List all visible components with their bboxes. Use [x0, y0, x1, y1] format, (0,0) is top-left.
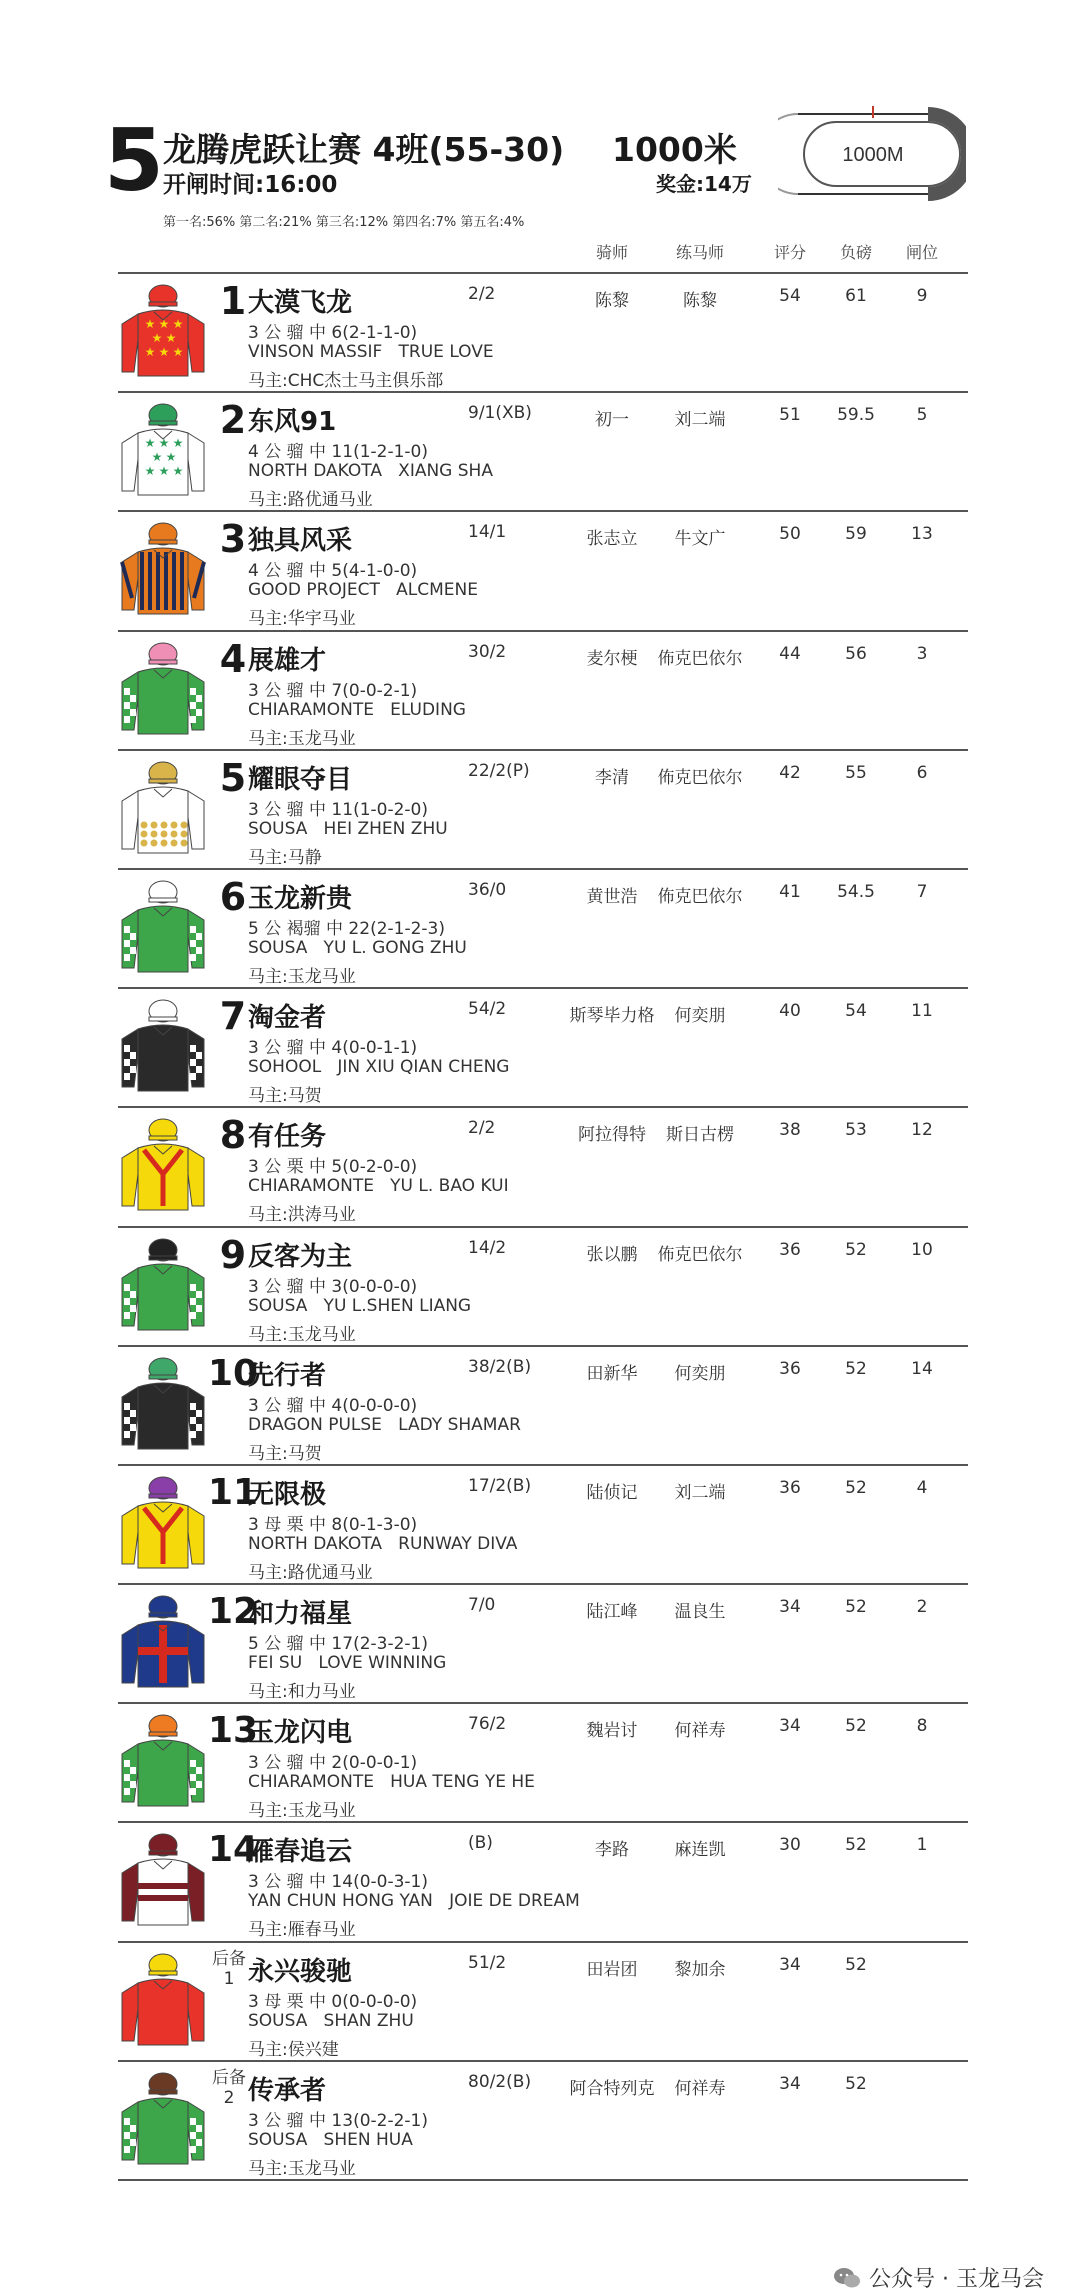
trainer: 佈克巴依尔 — [657, 886, 743, 907]
jockey-silks-icon — [118, 1949, 208, 2057]
jockey-silks-icon — [118, 1114, 208, 1222]
weight: 59.5 — [837, 405, 875, 426]
odds: 2/2 — [468, 1118, 496, 1139]
owner: 马主:玉龙马业 — [248, 1324, 356, 1345]
owner: 马主:路优通马业 — [248, 490, 373, 511]
jockey-silks-icon — [118, 876, 208, 984]
svg-text:★: ★ — [144, 436, 156, 451]
odds: 9/1(XB) — [468, 403, 532, 424]
jockey-silks-icon — [118, 757, 208, 865]
trainer: 何奕朋 — [674, 1363, 726, 1384]
rating: 34 — [779, 1597, 801, 1618]
owner: 马主:玉龙马业 — [248, 966, 356, 987]
svg-text:★: ★ — [165, 450, 177, 465]
rating: 30 — [779, 1835, 801, 1856]
weight: 54.5 — [837, 881, 875, 902]
pedigree: SOHOOL JIN XIU QIAN CHENG — [248, 1057, 510, 1078]
col-draw: 闸位 — [905, 243, 939, 262]
pedigree: VINSON MASSIF TRUE LOVE — [248, 342, 494, 362]
footer-text: 公众号 · 玉龙马会 — [869, 2267, 1044, 2289]
race-name: 龙腾虎跃让赛 4班(55-30) — [163, 130, 565, 169]
weight: 54 — [845, 1001, 867, 1022]
odds: 2/2 — [468, 284, 496, 304]
jockey: 阿拉得特 — [578, 1125, 646, 1146]
horse-details: 5 公 骝 中 17(2-3-2-1) — [248, 1634, 428, 1655]
svg-text:★: ★ — [158, 436, 170, 451]
trainer: 佈克巴依尔 — [657, 648, 743, 669]
weight: 52 — [845, 1835, 867, 1856]
draw: 9 — [916, 286, 928, 306]
saddle-number: 4 — [219, 636, 247, 681]
svg-text:★: ★ — [144, 345, 156, 359]
horse-details: 3 公 骝 中 6(2-1-1-0) — [248, 323, 418, 343]
track-label: 1000M — [842, 144, 904, 166]
jockey: 斯琴毕力格 — [569, 1006, 655, 1027]
owner: 马主:玉龙马业 — [248, 1801, 356, 1822]
horse-details: 3 公 骝 中 2(0-0-0-1) — [248, 1753, 418, 1774]
saddle-number: 5 — [219, 755, 247, 800]
svg-text:★: ★ — [172, 464, 184, 479]
draw: 11 — [911, 1001, 933, 1022]
owner: 马主:玉龙马业 — [248, 2158, 356, 2179]
rating: 50 — [779, 524, 801, 545]
saddle-number: 11 — [207, 1471, 259, 1513]
trainer: 黎加余 — [674, 1959, 726, 1980]
saddle-number: 12 — [207, 1591, 259, 1633]
jockey: 阿合特列克 — [569, 2078, 655, 2099]
runner-row — [118, 512, 968, 631]
horse-name: 耀眼夺目 — [248, 764, 353, 795]
horse-name: 永兴骏驰 — [248, 1956, 353, 1987]
rating: 34 — [779, 2073, 801, 2094]
trainer: 刘二端 — [674, 410, 726, 431]
owner: 马主:雁春马业 — [248, 1920, 356, 1941]
svg-text:★: ★ — [151, 331, 163, 345]
odds: 76/2 — [468, 1714, 507, 1735]
horse-name: 和力福星 — [248, 1599, 353, 1630]
jockey: 李路 — [595, 1840, 629, 1861]
trainer: 佈克巴依尔 — [657, 767, 743, 788]
jockey: 张以鹏 — [586, 1244, 638, 1265]
svg-text:★: ★ — [165, 331, 177, 345]
svg-text:★: ★ — [144, 464, 156, 479]
race-distance: 1000米 — [612, 130, 737, 169]
owner: 马主:CHC杰士马主俱乐部 — [248, 371, 444, 391]
trainer: 陈黎 — [683, 291, 717, 311]
pedigree: CHIARAMONTE YU L. BAO KUI — [248, 1176, 509, 1197]
runner-row — [118, 2062, 968, 2181]
odds: 80/2(B) — [468, 2071, 532, 2092]
trainer: 何祥寿 — [674, 2078, 726, 2099]
race-number: 5 — [104, 111, 164, 211]
weight: 59 — [845, 524, 867, 545]
odds: (B) — [468, 1833, 493, 1854]
pedigree: SOUSA SHAN ZHU — [248, 2010, 414, 2031]
trainer: 刘二端 — [674, 1482, 726, 1503]
runner-row — [118, 274, 968, 393]
jockey-silks-icon — [118, 2068, 208, 2176]
odds: 7/0 — [468, 1595, 496, 1616]
pedigree: SOUSA HEI ZHEN ZHU — [248, 818, 448, 839]
runner-row — [118, 751, 968, 870]
draw: 2 — [916, 1597, 928, 1618]
weight: 55 — [845, 762, 867, 783]
odds: 38/2(B) — [468, 1356, 532, 1377]
horse-name: 展雄才 — [248, 645, 327, 676]
weight: 52 — [845, 1358, 867, 1379]
odds: 36/0 — [468, 879, 507, 900]
rating: 54 — [779, 286, 801, 306]
jockey-silks-icon — [118, 518, 208, 626]
odds: 22/2(P) — [468, 760, 530, 781]
owner: 马主:马静 — [248, 847, 322, 868]
horse-name: 玉龙新贵 — [248, 883, 353, 914]
horse-details: 3 公 骝 中 11(1-0-2-0) — [248, 799, 428, 820]
col-jockey: 骑师 — [595, 243, 629, 262]
horse-details: 3 公 骝 中 4(0-0-1-1) — [248, 1038, 418, 1059]
svg-text:★: ★ — [151, 450, 163, 465]
jockey: 陈黎 — [595, 291, 629, 311]
runner-list — [118, 274, 968, 2181]
saddle-number: 3 — [219, 517, 247, 562]
draw: 7 — [916, 881, 928, 902]
weight: 52 — [845, 2073, 867, 2094]
jockey: 魏岩讨 — [586, 1721, 638, 1742]
svg-text:★: ★ — [144, 317, 156, 331]
race-prize: 奖金:14万 — [656, 172, 752, 196]
owner: 马主:侯兴建 — [248, 2039, 339, 2060]
draw: 14 — [911, 1358, 933, 1379]
svg-text:★: ★ — [158, 317, 170, 331]
rating: 34 — [779, 1954, 801, 1975]
track-diagram — [778, 104, 966, 204]
horse-name: 淘金者 — [248, 1003, 327, 1034]
rating: 42 — [779, 762, 801, 783]
trainer: 牛文广 — [674, 529, 726, 550]
jockey-silks-icon — [118, 1472, 208, 1580]
rating: 41 — [779, 881, 801, 902]
horse-name: 大漠飞龙 — [248, 288, 353, 318]
weight: 52 — [845, 1954, 867, 1975]
saddle-number: 14 — [207, 1829, 259, 1871]
jockey-silks-icon — [118, 399, 208, 507]
jockey-silks-icon — [118, 280, 208, 388]
saddle-number: 2 — [219, 398, 247, 443]
horse-name: 有任务 — [248, 1122, 327, 1153]
jockey: 张志立 — [586, 529, 638, 550]
jockey: 陆侦记 — [586, 1482, 638, 1503]
svg-text:★: ★ — [158, 464, 170, 479]
owner: 马主:马贺 — [248, 1086, 322, 1107]
horse-details: 3 公 栗 中 5(0-2-0-0) — [248, 1157, 418, 1178]
odds: 30/2 — [468, 641, 507, 662]
draw: 5 — [916, 405, 928, 426]
saddle-number: 9 — [219, 1232, 247, 1277]
weight: 61 — [845, 286, 867, 306]
weight: 52 — [845, 1477, 867, 1498]
horse-details: 4 公 骝 中 11(1-2-1-0) — [248, 442, 428, 463]
rating: 51 — [779, 405, 801, 426]
weight: 53 — [845, 1120, 867, 1141]
jockey-silks-icon — [118, 638, 208, 746]
trainer: 何奕朋 — [674, 1006, 726, 1027]
pedigree: FEI SU LOVE WINNING — [248, 1653, 447, 1674]
owner: 马主:马贺 — [248, 1443, 322, 1464]
runner-row — [118, 870, 968, 989]
owner: 马主:华宇马业 — [248, 609, 356, 630]
runner-row — [118, 1823, 968, 1942]
draw: 8 — [916, 1716, 928, 1737]
rating: 38 — [779, 1120, 801, 1141]
race-start-time: 开闸时间:16:00 — [163, 172, 338, 198]
footer — [833, 2262, 1044, 2289]
pedigree: GOOD PROJECT ALCMENE — [248, 580, 478, 601]
runner-row — [118, 1943, 968, 2062]
svg-text:★: ★ — [172, 345, 184, 359]
reserve-label: 后备2 — [212, 2067, 246, 2108]
trainer: 斯日古楞 — [666, 1125, 734, 1146]
svg-text:★: ★ — [172, 436, 184, 451]
jockey-silks-icon — [118, 1591, 208, 1699]
horse-name: 无限极 — [248, 1479, 327, 1510]
weight: 52 — [845, 1239, 867, 1260]
draw: 10 — [911, 1239, 933, 1260]
horse-details: 3 公 骝 中 13(0-2-2-1) — [248, 2110, 428, 2131]
horse-name: 传承者 — [248, 2075, 327, 2106]
runner-row — [118, 1228, 968, 1347]
svg-text:★: ★ — [172, 317, 184, 331]
saddle-number: 1 — [219, 279, 247, 323]
horse-name: 东风91 — [248, 407, 337, 438]
draw: 6 — [916, 762, 928, 783]
owner: 马主:路优通马业 — [248, 1562, 373, 1583]
jockey: 黄世浩 — [586, 886, 638, 907]
draw: 13 — [911, 524, 933, 545]
horse-details: 3 公 骝 中 3(0-0-0-0) — [248, 1276, 418, 1297]
jockey-silks-icon — [118, 1353, 208, 1461]
rating: 34 — [779, 1716, 801, 1737]
horse-name: 独具风采 — [248, 526, 353, 557]
rating: 36 — [779, 1477, 801, 1498]
pedigree: SOUSA SHEN HUA — [248, 2129, 413, 2150]
owner: 马主:洪涛马业 — [248, 1205, 356, 1226]
weight: 52 — [845, 1597, 867, 1618]
col-trainer: 练马师 — [675, 243, 725, 262]
saddle-number: 13 — [207, 1710, 259, 1752]
runner-row — [118, 989, 968, 1108]
trainer: 麻连凯 — [674, 1840, 726, 1861]
pedigree: NORTH DAKOTA XIANG SHA — [248, 461, 493, 482]
draw: 3 — [916, 643, 928, 664]
col-weight: 负磅 — [839, 243, 873, 262]
draw: 1 — [916, 1835, 928, 1856]
weight: 56 — [845, 643, 867, 664]
draw: 12 — [911, 1120, 933, 1141]
horse-details: 3 公 骝 中 14(0-0-3-1) — [248, 1872, 428, 1893]
pedigree: CHIARAMONTE HUA TENG YE HE — [248, 1772, 535, 1793]
jockey: 初一 — [595, 410, 629, 431]
runner-row — [118, 1466, 968, 1585]
saddle-number: 7 — [219, 994, 247, 1039]
odds: 51/2 — [468, 1952, 507, 1973]
horse-name: 反客为主 — [248, 1241, 353, 1272]
draw: 4 — [916, 1477, 928, 1498]
runner-row — [118, 1108, 968, 1227]
jockey-silks-icon — [118, 995, 208, 1103]
saddle-number: 10 — [207, 1352, 259, 1394]
jockey: 李清 — [595, 767, 629, 788]
reserve-label: 后备1 — [212, 1948, 246, 1989]
horse-name: 雁春追云 — [248, 1837, 353, 1868]
odds: 14/2 — [468, 1237, 507, 1258]
pedigree: CHIARAMONTE ELUDING — [248, 699, 466, 720]
runner-row — [118, 632, 968, 751]
pedigree: DRAGON PULSE LADY SHAMAR — [248, 1414, 521, 1435]
svg-text:★: ★ — [158, 345, 170, 359]
jockey-silks-icon — [118, 1234, 208, 1342]
rating: 44 — [779, 643, 801, 664]
horse-name: 先行者 — [248, 1360, 327, 1391]
race-header — [0, 0, 1080, 240]
col-rating: 评分 — [773, 243, 807, 262]
horse-details: 3 母 栗 中 0(0-0-0-0) — [248, 1991, 418, 2012]
pedigree: SOUSA YU L. GONG ZHU — [248, 937, 467, 958]
wechat-icon — [833, 2267, 861, 2289]
odds: 14/1 — [468, 522, 507, 543]
rating: 40 — [779, 1001, 801, 1022]
pedigree: SOUSA YU L.SHEN LIANG — [248, 1295, 472, 1316]
owner: 马主:和力马业 — [248, 1682, 356, 1703]
prize-split: 第一名:56% 第二名:21% 第三名:12% 第四名:7% 第五名:4% — [163, 215, 525, 230]
horse-name: 玉龙闪电 — [248, 1718, 353, 1749]
column-headers — [0, 240, 1080, 270]
runner-row — [118, 1585, 968, 1704]
horse-details: 5 公 褐骝 中 22(2-1-2-3) — [248, 918, 445, 939]
odds: 54/2 — [468, 999, 507, 1020]
jockey: 田岩团 — [586, 1959, 638, 1980]
trainer: 温良生 — [674, 1602, 726, 1623]
odds: 17/2(B) — [468, 1475, 532, 1496]
jockey: 麦尔梗 — [586, 648, 638, 669]
jockey: 陆江峰 — [586, 1602, 638, 1623]
trainer: 佈克巴依尔 — [657, 1244, 743, 1265]
saddle-number: 8 — [219, 1113, 247, 1158]
runner-row — [118, 1704, 968, 1823]
horse-details: 3 母 栗 中 8(0-1-3-0) — [248, 1514, 418, 1535]
horse-details: 4 公 骝 中 5(4-1-0-0) — [248, 561, 418, 582]
pedigree: YAN CHUN HONG YAN JOIE DE DREAM — [248, 1891, 580, 1912]
horse-details: 3 公 骝 中 7(0-0-2-1) — [248, 680, 418, 701]
owner: 马主:玉龙马业 — [248, 728, 356, 749]
jockey-silks-icon — [118, 1829, 208, 1937]
jockey-silks-icon — [118, 1710, 208, 1818]
horse-details: 3 公 骝 中 4(0-0-0-0) — [248, 1395, 418, 1416]
rating: 36 — [779, 1358, 801, 1379]
runner-row — [118, 393, 968, 512]
trainer: 何祥寿 — [674, 1721, 726, 1742]
runner-row — [118, 1347, 968, 1466]
saddle-number: 6 — [219, 874, 247, 919]
weight: 52 — [845, 1716, 867, 1737]
rating: 36 — [779, 1239, 801, 1260]
pedigree: NORTH DAKOTA RUNWAY DIVA — [248, 1533, 518, 1554]
jockey: 田新华 — [586, 1363, 638, 1384]
